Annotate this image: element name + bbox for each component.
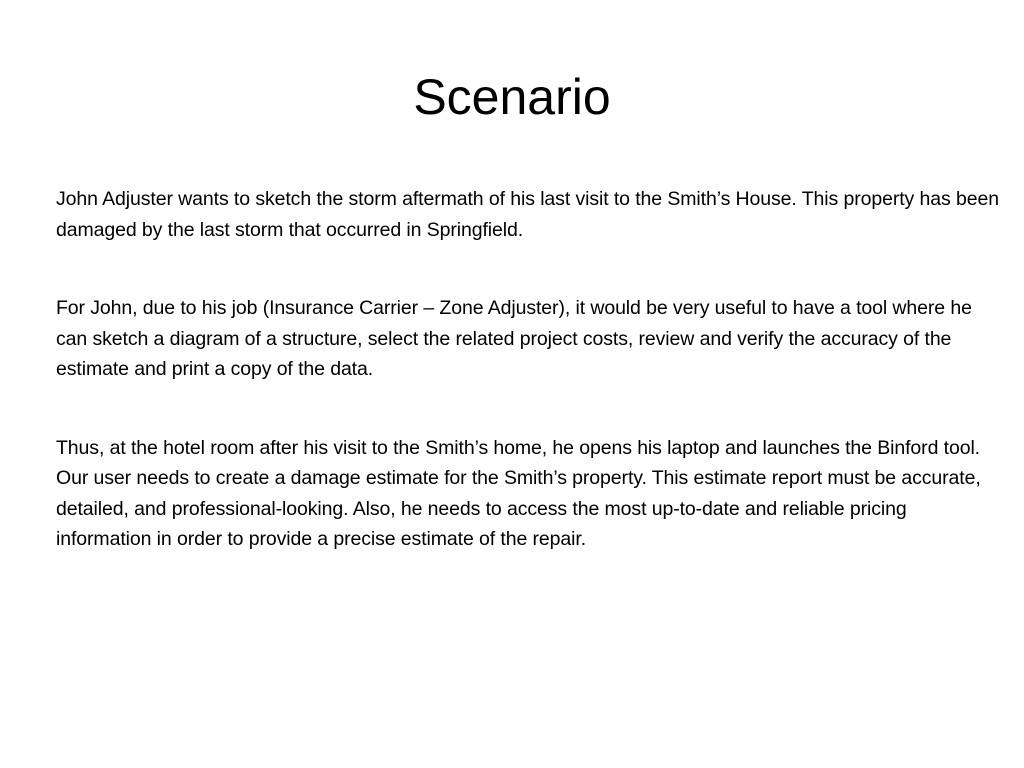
paragraph-intro: John Adjuster wants to sketch the storm aftermath of his last visit to the Smith’s House. This property has been damaged by the last storm that occurred in Springfield. xyxy=(56,188,999,241)
slide-title: Scenario xyxy=(413,69,611,125)
paragraph-task: Thus, at the hotel room after his visit to the Smith’s home, he opens his laptop and launches the Binford tool. Our user needs to create a damage estimate for the Smith’s property. This estimate report must be accurate, detailed, and professional-looking. Also, he needs to access the most up-to-date and reliable pricing information in order to provide a precise estimate of the repair. xyxy=(56,436,981,550)
slide-body xyxy=(56,184,1006,603)
paragraph-need: For John, due to his job (Insurance Carrier – Zone Adjuster), it would be very useful to have a tool where he can sketch a diagram of a structure, select the related project costs, review and verify the accuracy of the estimate and print a copy of the data. xyxy=(56,297,972,380)
